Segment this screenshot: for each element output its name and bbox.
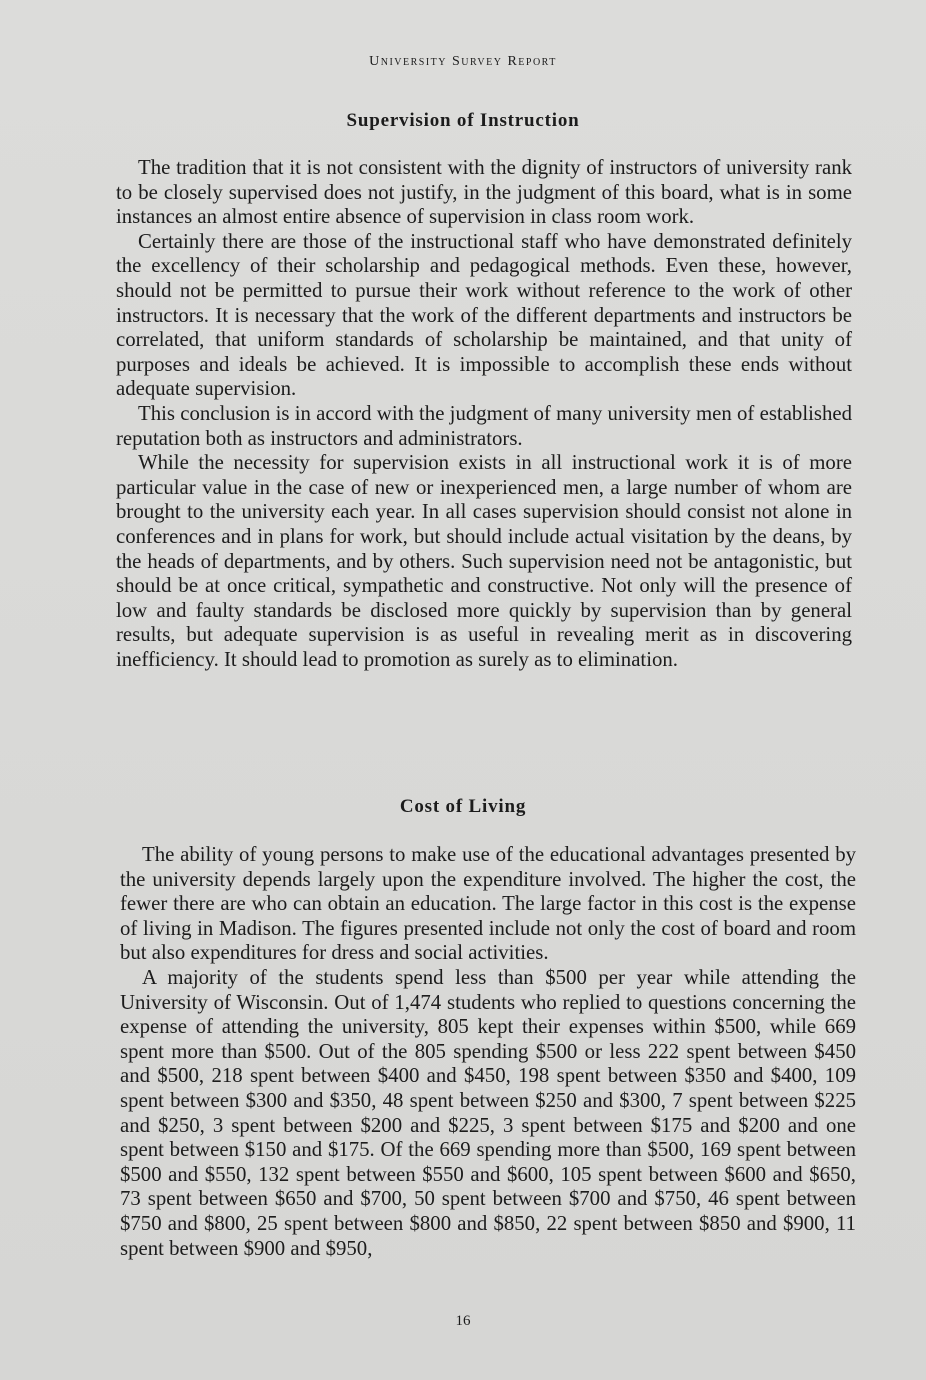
section-heading-supervision: Supervision of Instruction	[346, 110, 580, 131]
paragraph: A majority of the students spend less than $500 per year while attending the University of Wisconsin. Out of 1,474 students who replied to questions concerning the expense of attending the university, 805 kept their expenses within $500, while 669 spent more than $500. Out of the 805 spending $500 or less 222 spent between $450 and $500, 218 spent between $400 and $450, 198 spent between $350 and $400, 109 spent between $300 and $350, 48 spent between $250 and $300, 7 spent between $225 and $250, 3 spent between $200 and $225, 3 spent between $175 and $200 and one spent between $150 and $175. Of the 669 spending more than $500, 169 spent between $500 and $550, 132 spent between $550 and $600, 105 spent between $600 and $650, 73 spent between $650 and $700, 50 spent between $700 and $750, 46 spent between $750 and $800, 25 spent between $800 and $850, 22 spent between $850 and $900, 11 spent between $900 and $950,	[120, 965, 856, 1260]
running-header: University Survey Report	[369, 54, 557, 69]
section-body-supervision	[116, 156, 852, 672]
section-body-cost-of-living	[120, 843, 856, 1261]
paragraph: While the necessity for supervision exists in all instructional work it is of more particular value in the case of new or inexperienced men, a large number of whom are brought to the university each year. In all cases supervision should consist not alone in conferences and in plans for work, but should include actual visitation by the deans, by the heads of departments, and by others. Such supervision need not be antagonistic, but should be at once critical, sympathetic and constructive. Not only will the presence of low and faulty standards be disclosed more quickly by supervision than by general results, but adequate supervision is as useful in revealing merit as in discovering inefficiency. It should lead to promotion as surely as to elimination.	[116, 451, 852, 671]
paragraph: This conclusion is in accord with the judgment of many university men of established reputation both as instructors and administrators.	[116, 401, 852, 450]
section-heading-cost-of-living: Cost of Living	[399, 796, 527, 817]
paragraph: Certainly there are those of the instructional staff who have demonstrated definitely the excellency of their scholarship and pedagogical methods. Even these, however, should not be permitted to pursue their work without reference to the work of other instructors. It is necessary that the work of the different departments and instructors be correlated, that uniform standards of scholarship be maintained, and that unity of purposes and ideals be achieved. It is impossible to accomplish these ends without adequate supervision.	[116, 229, 852, 401]
paragraph: The ability of young persons to make use of the educational advantages presented by the university depends largely upon the expenditure involved. The higher the cost, the fewer there are who can obtain an education. The large factor in this cost is the expense of living in Madison. The figures presented include not only the cost of board and room but also expenditures for dress and social activities.	[120, 843, 856, 965]
page-number: 16	[455, 1313, 471, 1329]
paragraph: The tradition that it is not consistent with the dignity of instructors of university rank to be closely supervised does not justify, in the judgment of this board, what is in some instances an almost entire absence of supervision in class room work.	[116, 156, 852, 229]
